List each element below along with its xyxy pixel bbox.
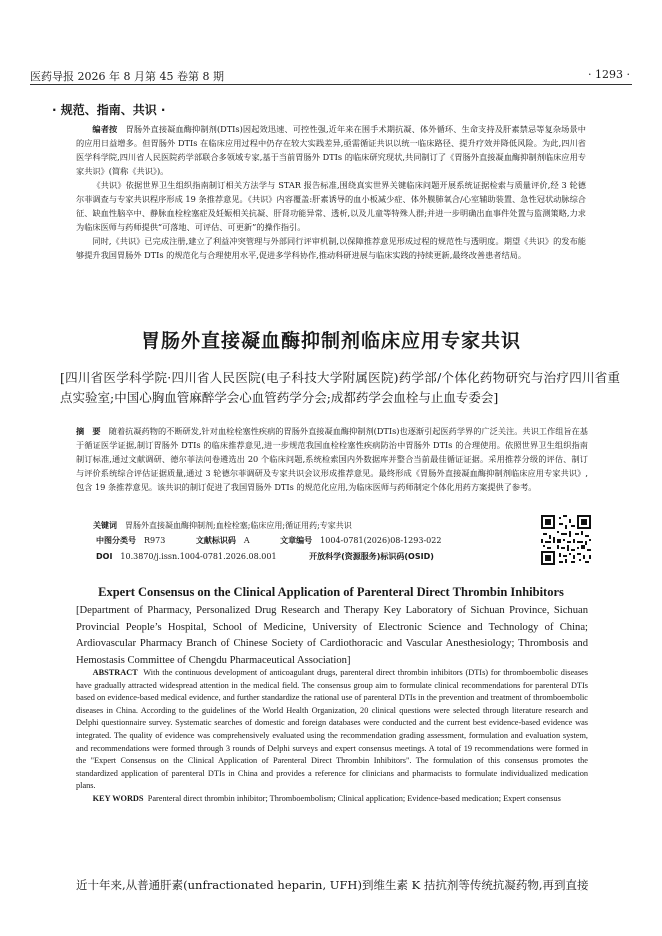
classification-line (96, 535, 441, 546)
editor-note-paragraph-3: 同时,《共识》已完成注册,建立了利益冲突管理与外部同行评审机制,以保障推荐意见形成过程的规范性与透明度。期望《共识》的发布能够提升我国胃肠外 DTIs 的规范化与合理使用水平,促进多学科协作,推动科研进展与临床实践的持续更新,最终改善患者结局。 (76, 236, 586, 260)
keywords-text: 胃肠外直接凝血酶抑制剂;血栓栓塞;临床应用;循证用药;专家共识 (125, 521, 352, 530)
abstract-text: 随着抗凝药物的不断研发,针对血栓栓塞性疾病的胃肠外直接凝血酶抑制剂(DTIs)也逐渐引起医药学界的广泛关注。共识工作组旨在基于循证医学证据,制订胃肠外 DTIs 的临床推荐意见,进一步规范我国血栓栓塞性疾病防治中胃肠外 DTIs 的合理使用。依照世界卫生组织指南制订标准,通过文献调研、德尔菲法问卷遴选出 20 个临床问题,系统检索国内外数据库并整合当前最佳循证证据。采用推荐分级的评估、制订与评价系统综合评估证据质量,通过 3 轮德尔菲调研及专家共识会议形成推荐意见。最终形成《胃肠外直接凝血酶抑制剂临床应用专家共识》,包含 19 条推荐意见。该共识的制订促进了我国胃肠外 DTIs 的规范化应用,为临床医师与药师制定个体化用药方案提供了参考。 (76, 426, 588, 492)
english-title: Expert Consensus on the Clinical Application of Parenteral Direct Thrombin Inhibitors (98, 585, 564, 599)
english-keywords-paragraph (76, 793, 588, 806)
english-affiliation: [Department of Pharmacy, Personalized Drug Research and Therapy Key Laboratory of Sichuan Province, Sichuan Provincial People’s Hospital, School of Medicine, University of Electronic Science and Technology of China; Ardiovascular Pharmacy Branch of Chinese Society of Cardiothoracic and Vascular Anesthesiology; Thrombosis and Hemostasis Committee of Chengdu Pharmaceutical Association] (76, 605, 588, 666)
english-abstract-label: ABSTRACT (92, 668, 138, 677)
english-abstract-text: With the continuous development of anticoagulant drugs, parenteral direct thrombin inhibitors (DTIs) for thromboembolic diseases have gradually attracted widespread attention in the medical field. The consensus group aim to formulate clinical recommendations for parenteral DTIs based on evidence-based medical evidence, and further standardize the rational use of parenteral DTIs in the prevention and treatment of thromboembolic diseases in China. According to the guidelines of the World Health Organization, 20 clinical questions were selected through literature research and Delphi questionnaire survey. Systematic searches of domestic and foreign databases were conducted and the current best evidence-based evidence was integrated. The quality of evidence was comprehensively evaluated using the recommendation grading assessment, formulation and evaluation system, and recommendations were formed through 3 rounds of Delphi surveys and expert consensus meetings. A total of 19 recommendations were formed in the "Expert Consensus on the Clinical Application of Parenteral Direct Thrombin Inhibitors". The formulation of this consensus promotes the standardized application of parenteral DTIs in China and provides a reference for clinicians and pharmacists to formulate individualized medication plans. (76, 668, 588, 791)
editor-note-label: 编者按 (92, 124, 118, 134)
running-header-page-number: · 1293 · (588, 68, 630, 81)
osid-qr-code[interactable] (541, 515, 591, 565)
keywords-line (93, 520, 352, 531)
keywords-label: 关键词 (93, 521, 117, 530)
doc-code-label: 文献标识码 (195, 536, 236, 545)
doc-code-value: A (243, 536, 250, 545)
abstract-label: 摘 要 (76, 426, 101, 436)
clc-label: 中图分类号 (96, 536, 136, 545)
english-abstract-paragraph (76, 667, 588, 793)
editor-note (76, 122, 586, 262)
abstract (76, 424, 588, 494)
article-number-label: 文章编号 (280, 536, 313, 545)
editor-note-text-1: 胃肠外直接凝血酶抑制剂(DTIs)因起效迅速、可控性强,近年来在围手术期抗凝、体外循环、生命支持及肝素禁忌等复杂场景中的应用日益增多。但胃肠外 DTIs 在临床应用过程中仍存在较大实践差异,亟需循证共识以统一临床路径、提升疗效并降低风险。为此,四川省医学科学院,四川省人民医院药学部联合多领域专家,基于当前胃肠外 DTIs 的临床研究现状,共同制订了《胃肠外直接凝血酶抑制剂临床应用专家共识》(简称《共识》)。 (76, 124, 586, 176)
english-abstract (76, 667, 588, 806)
doi-label: DOI (96, 552, 113, 561)
doi-line (96, 551, 442, 562)
osid-label: 开放科学(资源服务)标识码(OSID) (309, 552, 434, 561)
english-keywords-text: Parenteral direct thrombin inhibitor; Thromboembolism; Clinical application; Evidence-based medication; Expert consensus (147, 793, 561, 803)
editor-note-paragraph-2: 《共识》依据世界卫生组织指南制订相关方法学与 STAR 报告标准,围绕真实世界关键临床问题开展系统证据检索与质量评价,经 3 轮德尔菲调查与专家共识程序形成 19 条推荐意见。《共识》内容覆盖:肝素诱导的血小板减少症、体外膜肺氧合/心室辅助装置、急性冠状动脉综合征、缺血性脑卒中、静脉血栓栓塞症及妊娠相关抗凝、肝肾功能异常、透析,以及儿童等特殊人群;并进一步明确出血事件处置与监测策略,力求为临床医师与药师提供“可落地、可评估、可更新”的操作指引。 (76, 180, 586, 232)
body-first-line: 近十年来,从普通肝素(unfractionated heparin, UFH)到维生素 K 拮抗剂等传统抗凝药物,再到直接 (76, 878, 589, 892)
header-rule (30, 84, 632, 85)
editor-note-paragraph-1 (76, 122, 586, 178)
clc-value: R973 (144, 536, 166, 545)
english-keywords-label: KEY WORDS (92, 793, 144, 803)
running-header-journal: 医药导报 2026 年 8 月第 45 卷第 8 期 (30, 70, 224, 83)
author-affiliation: [四川省医学科学院·四川省人民医院(电子科技大学附属医院)药学部/个体化药物研究与治疗四川省重点实验室;中国心胸血管麻醉学会心血管药学分会;成都药学会血栓与止血专委会] (60, 370, 620, 405)
section-label: · 规范、指南、共识 · (52, 103, 166, 117)
doi-value: 10.3870/j.issn.1004-0781.2026.08.001 (120, 552, 277, 561)
article-title: 胃肠外直接凝血酶抑制剂临床应用专家共识 (140, 330, 521, 352)
article-number-value: 1004-0781(2026)08-1293-022 (320, 536, 442, 545)
